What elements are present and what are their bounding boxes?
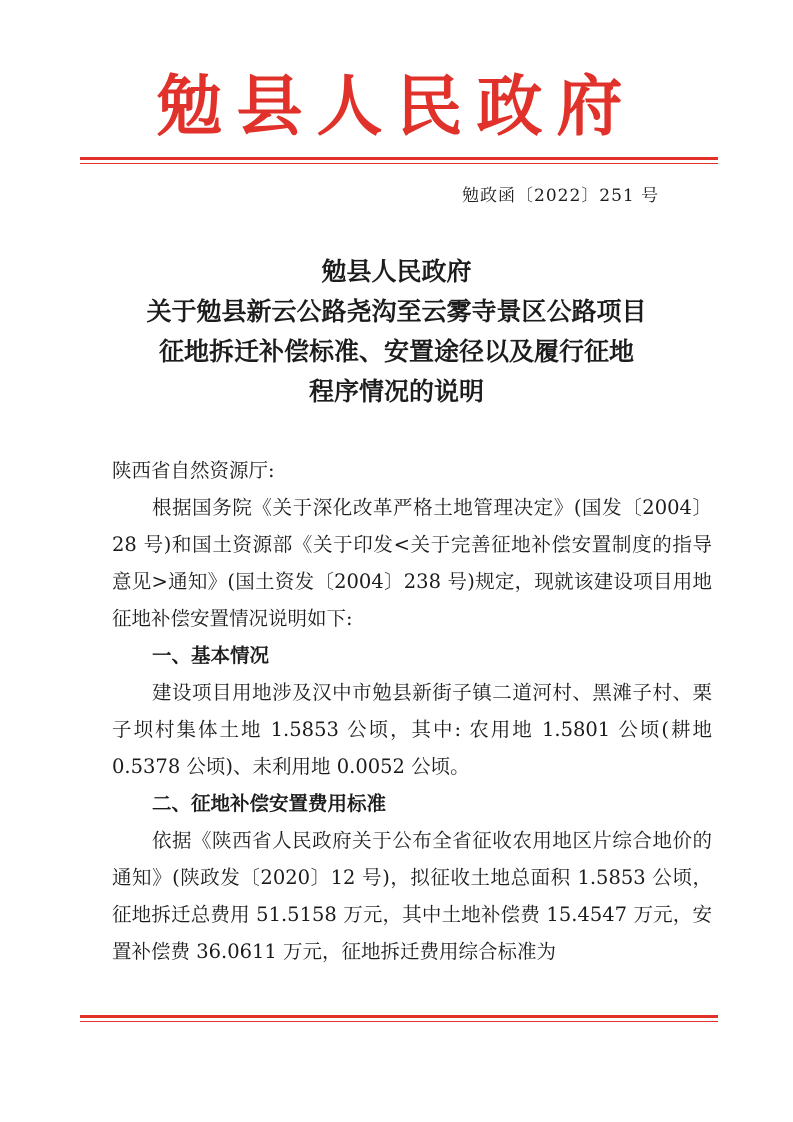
section-paragraph-basic-info: 建设项目用地涉及汉中市勉县新街子镇二道河村、黑滩子村、栗子坝村集体土地 1.5853 公顷，其中: 农用地 1.5801 公顷(耕地 0.5378 公顷)、未利用地 0.0052 公顷。 <box>112 681 712 778</box>
title-line: 关于勉县新云公路尧沟至云雾寺景区公路项目 <box>146 297 647 326</box>
footer-rule-thick <box>80 1015 718 1018</box>
document-body <box>112 452 712 970</box>
masthead-org-name: 勉县人民政府 <box>156 67 637 145</box>
title-line: 勉县人民政府 <box>321 257 472 286</box>
document-title <box>0 252 793 412</box>
section-heading-compensation: 二、征地补偿安置费用标准 <box>152 792 387 815</box>
document-number: 勉政函〔2022〕251 号 <box>462 186 660 206</box>
footer-rule-thin <box>80 1021 718 1022</box>
masthead-rule-thin <box>80 163 718 164</box>
masthead-rule-thick <box>80 157 718 160</box>
title-line: 程序情况的说明 <box>308 377 484 406</box>
title-line: 征地拆迁补偿标准、安置途径以及履行征地 <box>158 337 634 366</box>
salutation: 陕西省自然资源厅: <box>112 459 275 482</box>
intro-paragraph: 根据国务院《关于深化改革严格土地管理决定》(国发〔2004〕28 号)和国土资源部《关于印发<关于完善征地补偿安置制度的指导意见>通知》(国土资发〔2004〕238 号)规定，现就该建设项目用地征地补偿安置情况说明如下: <box>112 496 712 630</box>
section-paragraph-compensation: 依据《陕西省人民政府关于公布全省征收农用地区片综合地价的通知》(陕政发〔2020〕12 号)，拟征收土地总面积 1.5853 公顷，征地拆迁总费用 51.5158 万元，其中土地补偿费 15.4547 万元，安置补偿费 36.0611 万元，征地拆迁费用综合标准为 <box>112 829 712 963</box>
section-heading-basic-info: 一、基本情况 <box>152 644 270 667</box>
